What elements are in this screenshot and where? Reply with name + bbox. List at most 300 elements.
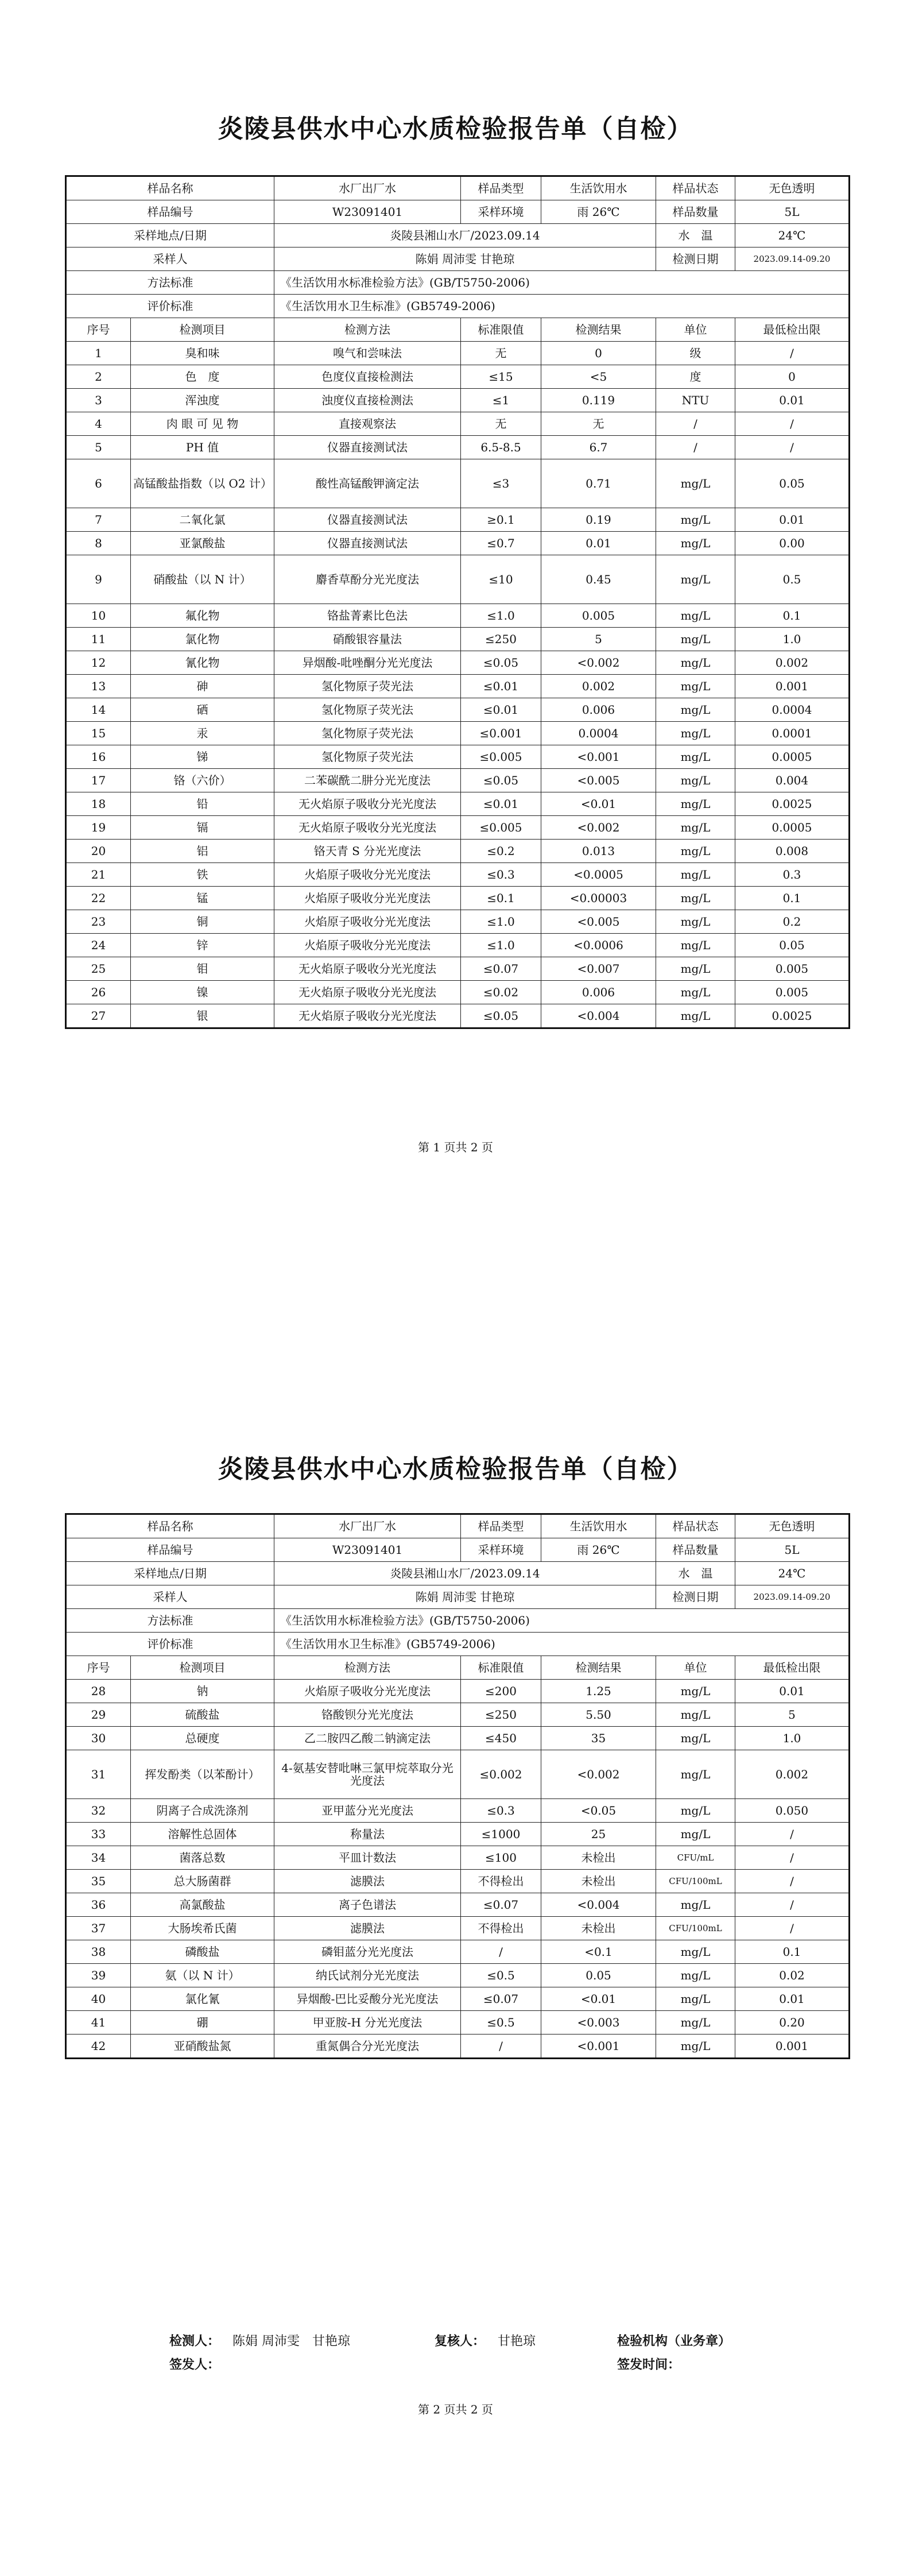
table-row: [66, 342, 850, 365]
test-method: 浊度仪直接检测法: [274, 389, 461, 412]
env-value: 雨 26℃: [541, 1538, 656, 1562]
standard-limit: 不得检出: [461, 1870, 541, 1893]
org-label: 检验机构（业务章）: [617, 2334, 731, 2349]
detection-limit: 5: [735, 1703, 850, 1727]
standard-limit: ≤250: [461, 1703, 541, 1727]
standard-limit: ≤0.05: [461, 1004, 541, 1028]
standard-limit: 不得检出: [461, 1917, 541, 1940]
unit: CFU/100mL: [656, 1917, 735, 1940]
standard-limit: ≤0.5: [461, 1964, 541, 1987]
test-date-label: 检测日期: [656, 1585, 735, 1609]
table-row: [66, 1987, 850, 2011]
info-row: [66, 1562, 850, 1585]
standard-limit: ≤0.07: [461, 1987, 541, 2011]
test-result: <5: [541, 365, 656, 389]
row-index: 38: [66, 1940, 131, 1964]
column-header: 标准限值: [461, 318, 541, 342]
detection-limit: 0.0025: [735, 792, 850, 816]
test-result: <0.01: [541, 792, 656, 816]
test-method: 二苯碳酰二肼分光光度法: [274, 769, 461, 792]
standard-limit: 6.5-8.5: [461, 436, 541, 459]
table-row: [66, 1799, 850, 1823]
unit: mg/L: [656, 981, 735, 1004]
detection-limit: 1.0: [735, 1727, 850, 1750]
test-result: 无: [541, 412, 656, 436]
standard-limit: ≤0.1: [461, 887, 541, 910]
table-row: [66, 1004, 850, 1028]
unit: mg/L: [656, 1940, 735, 1964]
row-index: 42: [66, 2035, 131, 2059]
test-method: 火焰原子吸收分光光度法: [274, 910, 461, 934]
test-method: 氢化物原子荧光法: [274, 745, 461, 769]
unit: mg/L: [656, 698, 735, 722]
test-result: 0.119: [541, 389, 656, 412]
method-std-label: 方法标准: [66, 271, 274, 295]
test-item: 铬（六价）: [131, 769, 274, 792]
eval-std-label: 评价标准: [66, 295, 274, 318]
table-row: [66, 508, 850, 532]
detection-limit: /: [735, 342, 850, 365]
test-result: <0.0006: [541, 934, 656, 957]
table-row: [66, 840, 850, 863]
test-result: 0.006: [541, 698, 656, 722]
test-result: <0.005: [541, 769, 656, 792]
env-label: 采样环境: [461, 1538, 541, 1562]
test-method: 乙二胺四乙酸二钠滴定法: [274, 1727, 461, 1750]
column-header: 标准限值: [461, 1656, 541, 1680]
detection-limit: 0.00: [735, 532, 850, 555]
test-item: 色 度: [131, 365, 274, 389]
row-index: 31: [66, 1750, 131, 1799]
test-method: 火焰原子吸收分光光度法: [274, 1680, 461, 1703]
test-item: 磷酸盐: [131, 1940, 274, 1964]
detection-limit: 0.3: [735, 863, 850, 887]
unit: mg/L: [656, 532, 735, 555]
water-temp-label: 水 温: [656, 224, 735, 247]
test-method: 无火焰原子吸收分光光度法: [274, 792, 461, 816]
table-row: [66, 651, 850, 675]
unit: mg/L: [656, 792, 735, 816]
method-std-value: 《生活饮用水标准检验方法》(GB/T5750-2006): [274, 1609, 850, 1633]
test-item: 铝: [131, 840, 274, 863]
sample-no-value: W23091401: [274, 200, 461, 224]
issue-time-label: 签发时间：: [617, 2358, 681, 2372]
standard-limit: ≤0.2: [461, 840, 541, 863]
test-item: 亚氯酸盐: [131, 532, 274, 555]
unit: mg/L: [656, 840, 735, 863]
test-item: 硫酸盐: [131, 1703, 274, 1727]
test-date-value: 2023.09.14-09.20: [735, 1585, 850, 1609]
detection-limit: /: [735, 1917, 850, 1940]
test-item: PH 值: [131, 436, 274, 459]
table-row: [66, 1750, 850, 1799]
table-row: [66, 1727, 850, 1750]
test-method: 异烟酸-巴比妥酸分光光度法: [274, 1987, 461, 2011]
detection-limit: /: [735, 436, 850, 459]
test-item: 镉: [131, 816, 274, 840]
row-index: 1: [66, 342, 131, 365]
table-row: [66, 2011, 850, 2035]
standard-limit: ≤0.05: [461, 651, 541, 675]
table-row: [66, 459, 850, 508]
table-row: [66, 934, 850, 957]
eval-std-value: 《生活饮用水卫生标准》(GB5749-2006): [274, 295, 850, 318]
row-index: 25: [66, 957, 131, 981]
test-item: 锰: [131, 887, 274, 910]
test-item: 氯化物: [131, 628, 274, 651]
unit: mg/L: [656, 2035, 735, 2059]
row-index: 6: [66, 459, 131, 508]
test-item: 臭和味: [131, 342, 274, 365]
detection-limit: 0.05: [735, 459, 850, 508]
unit: mg/L: [656, 1987, 735, 2011]
test-result: <0.002: [541, 816, 656, 840]
reviewer-value: 甘艳琼: [498, 2334, 536, 2349]
column-header: 序号: [66, 1656, 131, 1680]
standard-limit: ≤0.3: [461, 863, 541, 887]
row-index: 29: [66, 1703, 131, 1727]
table-row: [66, 1870, 850, 1893]
table-row: [66, 2035, 850, 2059]
detection-limit: 0.002: [735, 651, 850, 675]
test-item: 砷: [131, 675, 274, 698]
test-item: 肉 眼 可 见 物: [131, 412, 274, 436]
standard-limit: ≤200: [461, 1680, 541, 1703]
detection-limit: 0.004: [735, 769, 850, 792]
detection-limit: 0.20: [735, 2011, 850, 2035]
standard-limit: ≤0.001: [461, 722, 541, 745]
test-result: <0.002: [541, 651, 656, 675]
test-result: 1.25: [541, 1680, 656, 1703]
row-index: 33: [66, 1823, 131, 1846]
row-index: 4: [66, 412, 131, 436]
water-temp-label: 水 温: [656, 1562, 735, 1585]
unit: /: [656, 412, 735, 436]
table-row: [66, 1680, 850, 1703]
test-result: 0.45: [541, 555, 656, 604]
table-row: [66, 910, 850, 934]
table-row: [66, 1823, 850, 1846]
column-header: 检测项目: [131, 318, 274, 342]
test-result: <0.004: [541, 1004, 656, 1028]
standard-limit: ≤0.3: [461, 1799, 541, 1823]
test-result: 5: [541, 628, 656, 651]
sample-name-value: 水厂出厂水: [274, 176, 461, 200]
unit: mg/L: [656, 675, 735, 698]
table-row: [66, 436, 850, 459]
sample-type-value: 生活饮用水: [541, 1514, 656, 1538]
test-item: 铜: [131, 910, 274, 934]
detection-limit: /: [735, 1823, 850, 1846]
row-index: 18: [66, 792, 131, 816]
unit: CFU/100mL: [656, 1870, 735, 1893]
test-item: 锑: [131, 745, 274, 769]
sample-state-value: 无色透明: [735, 1514, 850, 1538]
test-method: 火焰原子吸收分光光度法: [274, 863, 461, 887]
test-date-label: 检测日期: [656, 247, 735, 271]
test-result: 0: [541, 342, 656, 365]
test-item: 锌: [131, 934, 274, 957]
test-item: 高氯酸盐: [131, 1893, 274, 1917]
test-result: 0.19: [541, 508, 656, 532]
standard-limit: ≤0.7: [461, 532, 541, 555]
qty-value: 5L: [735, 200, 850, 224]
test-result: 0.005: [541, 604, 656, 628]
test-method: 纳氏试剂分光光度法: [274, 1964, 461, 1987]
test-method: 无火焰原子吸收分光光度法: [274, 981, 461, 1004]
tester-value: 陈娟 周沛雯 甘艳琼: [232, 2334, 350, 2349]
unit: mg/L: [656, 1823, 735, 1846]
row-index: 15: [66, 722, 131, 745]
page-title: 炎陵县供水中心水质检验报告单（自检）: [218, 1455, 693, 1484]
test-method: 离子色谱法: [274, 1893, 461, 1917]
sample-state-label: 样品状态: [656, 176, 735, 200]
test-method: 酸性高锰酸钾滴定法: [274, 459, 461, 508]
test-method: 仪器直接测试法: [274, 532, 461, 555]
test-result: <0.002: [541, 1750, 656, 1799]
row-index: 40: [66, 1987, 131, 2011]
table-row: [66, 1893, 850, 1917]
column-header-row: [66, 318, 850, 342]
unit: mg/L: [656, 1750, 735, 1799]
row-index: 19: [66, 816, 131, 840]
row-index: 36: [66, 1893, 131, 1917]
column-header: 检测方法: [274, 318, 461, 342]
page-footer: 第 2 页共 2 页: [418, 2403, 493, 2416]
report-table-page-1: [65, 175, 850, 1029]
test-item: 硒: [131, 698, 274, 722]
site-value: 炎陵县湘山水厂/2023.09.14: [274, 1562, 656, 1585]
detection-limit: 0.02: [735, 1964, 850, 1987]
water-temp-value: 24℃: [735, 224, 850, 247]
table-row: [66, 1703, 850, 1727]
test-method: 亚甲蓝分光光度法: [274, 1799, 461, 1823]
row-index: 23: [66, 910, 131, 934]
qty-label: 样品数量: [656, 200, 735, 224]
standard-limit: ≤0.07: [461, 1893, 541, 1917]
standard-limit: ≤1: [461, 389, 541, 412]
qty-label: 样品数量: [656, 1538, 735, 1562]
unit: mg/L: [656, 1799, 735, 1823]
info-row: [66, 1633, 850, 1656]
sample-name-label: 样品名称: [66, 176, 274, 200]
row-index: 37: [66, 1917, 131, 1940]
standard-limit: ≤0.07: [461, 957, 541, 981]
unit: mg/L: [656, 628, 735, 651]
info-row: [66, 1609, 850, 1633]
info-row: [66, 271, 850, 295]
row-index: 17: [66, 769, 131, 792]
info-row: [66, 176, 850, 200]
detection-limit: 0.0004: [735, 698, 850, 722]
unit: mg/L: [656, 1004, 735, 1028]
test-method: 甲亚胺-H 分光光度法: [274, 2011, 461, 2035]
test-item: 钠: [131, 1680, 274, 1703]
standard-limit: ≤0.01: [461, 675, 541, 698]
detection-limit: 0: [735, 365, 850, 389]
table-row: [66, 722, 850, 745]
detection-limit: 0.1: [735, 887, 850, 910]
row-index: 13: [66, 675, 131, 698]
detection-limit: 0.008: [735, 840, 850, 863]
detection-limit: 0.01: [735, 508, 850, 532]
standard-limit: ≤3: [461, 459, 541, 508]
table-row: [66, 792, 850, 816]
unit: mg/L: [656, 1727, 735, 1750]
test-result: <0.001: [541, 2035, 656, 2059]
detection-limit: 0.1: [735, 604, 850, 628]
test-result: <0.004: [541, 1893, 656, 1917]
unit: mg/L: [656, 910, 735, 934]
method-std-label: 方法标准: [66, 1609, 274, 1633]
test-item: 大肠埃希氏菌: [131, 1917, 274, 1940]
sampler-label: 采样人: [66, 247, 274, 271]
row-index: 28: [66, 1680, 131, 1703]
test-result: <0.1: [541, 1940, 656, 1964]
test-method: 嗅气和尝味法: [274, 342, 461, 365]
column-header: 检测项目: [131, 1656, 274, 1680]
row-index: 39: [66, 1964, 131, 1987]
sampler-value: 陈娟 周沛雯 甘艳琼: [274, 247, 656, 271]
column-header: 检测方法: [274, 1656, 461, 1680]
unit: mg/L: [656, 2011, 735, 2035]
detection-limit: 0.2: [735, 910, 850, 934]
test-item: 硼: [131, 2011, 274, 2035]
unit: mg/L: [656, 1964, 735, 1987]
test-method: 氢化物原子荧光法: [274, 722, 461, 745]
row-index: 10: [66, 604, 131, 628]
test-item: 硝酸盐（以 N 计）: [131, 555, 274, 604]
row-index: 41: [66, 2011, 131, 2035]
table-row: [66, 532, 850, 555]
test-item: 二氧化氯: [131, 508, 274, 532]
test-item: 钼: [131, 957, 274, 981]
row-index: 30: [66, 1727, 131, 1750]
site-value: 炎陵县湘山水厂/2023.09.14: [274, 224, 656, 247]
qty-value: 5L: [735, 1538, 850, 1562]
unit: mg/L: [656, 957, 735, 981]
env-value: 雨 26℃: [541, 200, 656, 224]
test-item: 银: [131, 1004, 274, 1028]
column-header: 序号: [66, 318, 131, 342]
test-method: 直接观察法: [274, 412, 461, 436]
env-label: 采样环境: [461, 200, 541, 224]
unit: 度: [656, 365, 735, 389]
info-row: [66, 200, 850, 224]
test-item: 氰化物: [131, 651, 274, 675]
test-method: 铬盐菁素比色法: [274, 604, 461, 628]
test-result: <0.05: [541, 1799, 656, 1823]
test-method: 4-氨基安替吡啉三氯甲烷萃取分光光度法: [274, 1750, 461, 1799]
test-item: 镍: [131, 981, 274, 1004]
column-header: 最低检出限: [735, 1656, 850, 1680]
row-index: 7: [66, 508, 131, 532]
eval-std-label: 评价标准: [66, 1633, 274, 1656]
page-footer: 第 1 页共 2 页: [418, 1140, 493, 1154]
row-index: 2: [66, 365, 131, 389]
tester-label: 检测人：: [169, 2334, 220, 2349]
sample-type-label: 样品类型: [461, 176, 541, 200]
test-method: 氢化物原子荧光法: [274, 698, 461, 722]
report-table-page-2: [65, 1513, 850, 2059]
detection-limit: /: [735, 1846, 850, 1870]
row-index: 24: [66, 934, 131, 957]
unit: 级: [656, 342, 735, 365]
table-row: [66, 628, 850, 651]
detection-limit: 0.0025: [735, 1004, 850, 1028]
info-row: [66, 1585, 850, 1609]
test-method: 重氮偶合分光光度法: [274, 2035, 461, 2059]
row-index: 3: [66, 389, 131, 412]
column-header: 单位: [656, 318, 735, 342]
table-row: [66, 675, 850, 698]
row-index: 27: [66, 1004, 131, 1028]
unit: mg/L: [656, 604, 735, 628]
row-index: 12: [66, 651, 131, 675]
unit: mg/L: [656, 816, 735, 840]
detection-limit: 0.01: [735, 1987, 850, 2011]
detection-limit: 0.0001: [735, 722, 850, 745]
test-item: 汞: [131, 722, 274, 745]
unit: mg/L: [656, 722, 735, 745]
column-header: 单位: [656, 1656, 735, 1680]
test-method: 色度仪直接检测法: [274, 365, 461, 389]
sample-state-label: 样品状态: [656, 1514, 735, 1538]
test-result: 0.002: [541, 675, 656, 698]
table-row: [66, 981, 850, 1004]
test-result: <0.01: [541, 1987, 656, 2011]
test-method: 仪器直接测试法: [274, 508, 461, 532]
table-row: [66, 745, 850, 769]
standard-limit: ≤1000: [461, 1823, 541, 1846]
detection-limit: 0.001: [735, 2035, 850, 2059]
standard-limit: ≤10: [461, 555, 541, 604]
unit: CFU/mL: [656, 1846, 735, 1870]
test-method: 无火焰原子吸收分光光度法: [274, 1004, 461, 1028]
test-item: 阴离子合成洗涤剂: [131, 1799, 274, 1823]
standard-limit: ≤0.02: [461, 981, 541, 1004]
detection-limit: 0.0005: [735, 745, 850, 769]
table-row: [66, 1917, 850, 1940]
detection-limit: 0.01: [735, 389, 850, 412]
detection-limit: /: [735, 1893, 850, 1917]
reviewer-label: 复核人：: [435, 2334, 486, 2349]
standard-limit: ≤100: [461, 1846, 541, 1870]
column-header: 检测结果: [541, 318, 656, 342]
table-row: [66, 887, 850, 910]
test-result: <0.003: [541, 2011, 656, 2035]
info-row: [66, 295, 850, 318]
test-result: 0.013: [541, 840, 656, 863]
row-index: 14: [66, 698, 131, 722]
detection-limit: 0.002: [735, 1750, 850, 1799]
test-method: 铬天青 S 分光光度法: [274, 840, 461, 863]
test-result: 0.71: [541, 459, 656, 508]
unit: mg/L: [656, 1893, 735, 1917]
row-index: 35: [66, 1870, 131, 1893]
water-temp-value: 24℃: [735, 1562, 850, 1585]
row-index: 20: [66, 840, 131, 863]
sample-type-value: 生活饮用水: [541, 176, 656, 200]
table-row: [66, 769, 850, 792]
standard-limit: ≤0.002: [461, 1750, 541, 1799]
test-result: 0.006: [541, 981, 656, 1004]
test-method: 平皿计数法: [274, 1846, 461, 1870]
test-method: 麝香草酚分光光度法: [274, 555, 461, 604]
test-method: 仪器直接测试法: [274, 436, 461, 459]
column-header-row: [66, 1656, 850, 1680]
issuer-label: 签发人：: [169, 2358, 220, 2372]
